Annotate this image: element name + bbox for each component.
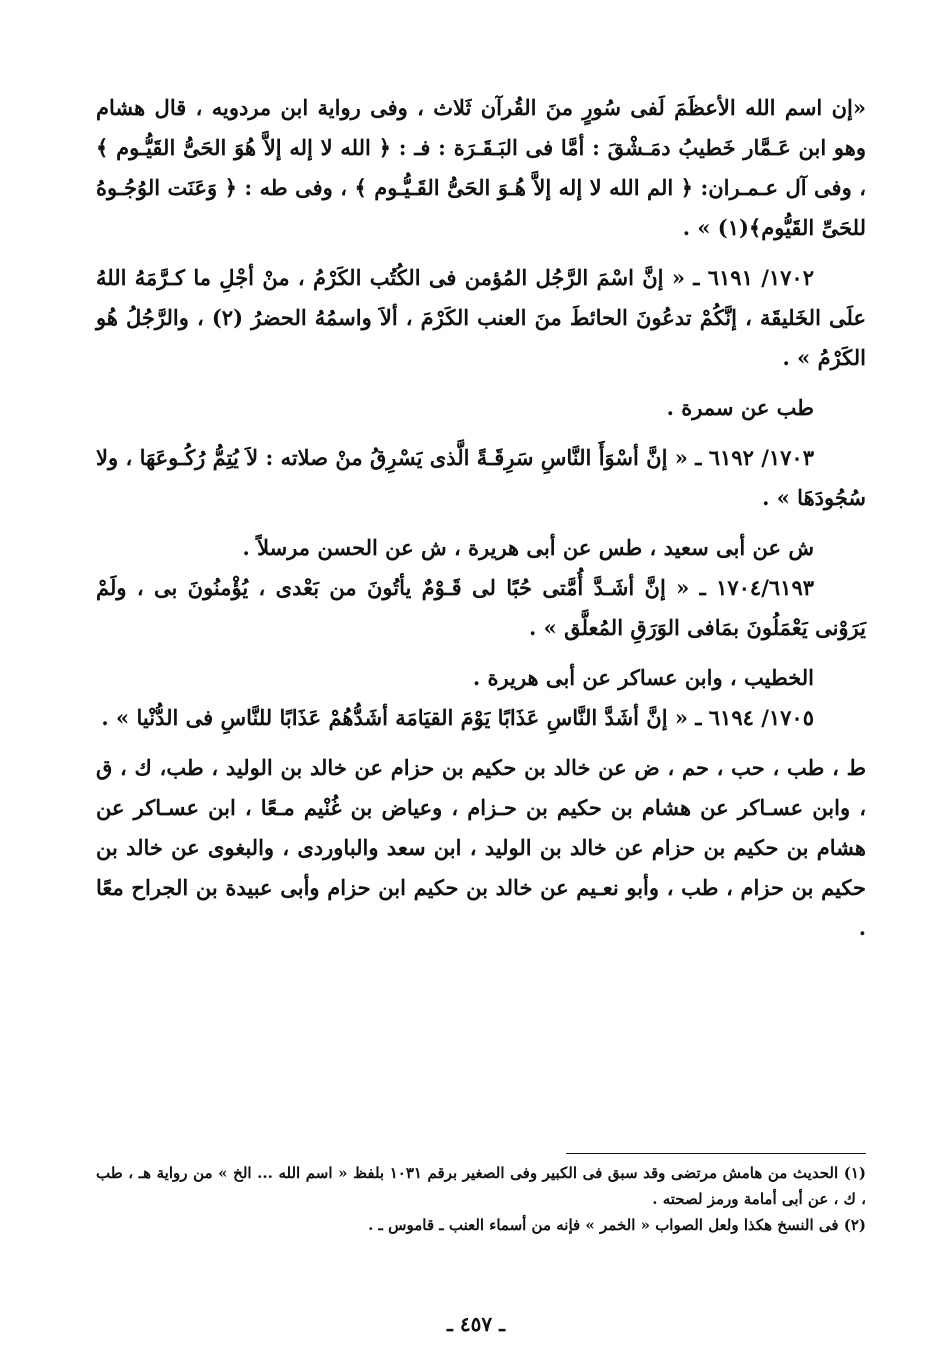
page-number: ـ ٤٥٧ ـ: [447, 1312, 505, 1336]
footnote: (٢) فى النسخ هكذا ولعل الصواب « الخمر » فإنه من أسماء العنب ـ قاموس ـ .: [368, 1216, 866, 1234]
footnotes: [96, 1160, 866, 1238]
footnote: (١) الحديث من هامش مرتضى وقد سبق فى الكبير وفى الصغير برقم ١٠٣١ بلفظ « اسم الله ... الخ » من رواية هـ ، طب ، ك ، عن أبى أمامة ورمز لصحته .: [96, 1164, 866, 1208]
hadith-paragraph: «إن اسم الله الأعظَمَ لَفى سُورٍ منَ القُرآن ثَلاث ، وفى رواية ابن مردويه ، قال هشام وهو ابن عَـمَّار خَطيبُ دمَـشْقَ : أمَّا فى البَـقَـرَة : فـ : ﴿ الله لا إله إلاَّ هُوَ الحَىُّ القَيُّـوم ﴾ ، وفى آل عـمـران: ﴿ الم الله لا إله إلاَّ هُـوَ الحَىُّ القَـيُّـوم ﴾ ، وفى طه : ﴿ وَعَنَت الوُجُـوهُ للحَىِّ القَيُّوم﴾(١) » .: [96, 95, 866, 240]
footnote-divider: [566, 1153, 866, 1154]
hadith-paragraph: ١٧٠٥/ ٦١٩٤ ـ « إنَّ أشَدَّ النَّاسِ عَذَابًا يَوْمَ القيَامَة أشَدُّهُمْ عَذَابًا للنَّاسِ فى الدُّنْيا » .: [101, 705, 814, 730]
source-paragraph: طب عن سمرة .: [666, 395, 814, 420]
hadith-paragraph: ١٧٠٢/ ٦١٩١ ـ « إنَّ اسْمَ الرَّجُل المُؤمن فى الكُتُب الكَرْمُ ، منْ أجْلِ ما كـرَّمَهُ اللهُ علَى الخَليقَة ، إنَّكُمْ تدعُونَ الحائطَ منَ العنب الكَرْمَ ، ألاَ واسمُهُ الحضرُ (٢) ، والرَّجُلُ هُو الكَرْمُ » .: [96, 265, 866, 370]
hadith-paragraph: ١٧٠٣/ ٦١٩٢ ـ « إنَّ أسْوَأَ النَّاسِ سَرِقَـةً الَّذى يَسْرِقُ منْ صلاته : لاَ يُتِمُّ رُكُـوعَهَا ، ولا سُجُودَهَا » .: [96, 445, 866, 510]
hadith-paragraph: ١٧٠٤/٦١٩٣ ـ « إنَّ أشَـدَّ أُمَّتى حُبًا لى قَـوْمٌ يأتُونَ من بَعْدى ، يُؤْمنُونَ بى ، ولَمْ يَرَوْنى يَعْمَلُونَ بمَافى الوَرَقِ المُعلَّق » .: [96, 575, 866, 640]
source-paragraph: الخطيب ، وابن عساكر عن أبى هريرة .: [472, 665, 814, 690]
source-paragraph: ط ، طب ، حب ، حم ، ض عن خالد بن حكيم بن حزام عن خالد بن الوليد ، طب، ك ، ق ، وابن عسـاكر عن هشام بن حكيم بن حـزام ، وعياض بن غُنْيم مـعًا ، ابن عسـاكر عن هشام بن حكيم بن حزام عن خالد بن الوليد ، ابن سعد والباوردى ، والبغوى عن خالد بن حكيم بن حزام ، طب ، وأبو نعـيم عن خالد بن حكيم ابن حزام وأبى عبيدة بن الجراح معًا .: [96, 755, 866, 940]
source-paragraph: ش عن أبى سعيد ، طس عن أبى هريرة ، ش عن الحسن مرسلاً .: [242, 535, 814, 560]
main-text: [96, 88, 866, 948]
